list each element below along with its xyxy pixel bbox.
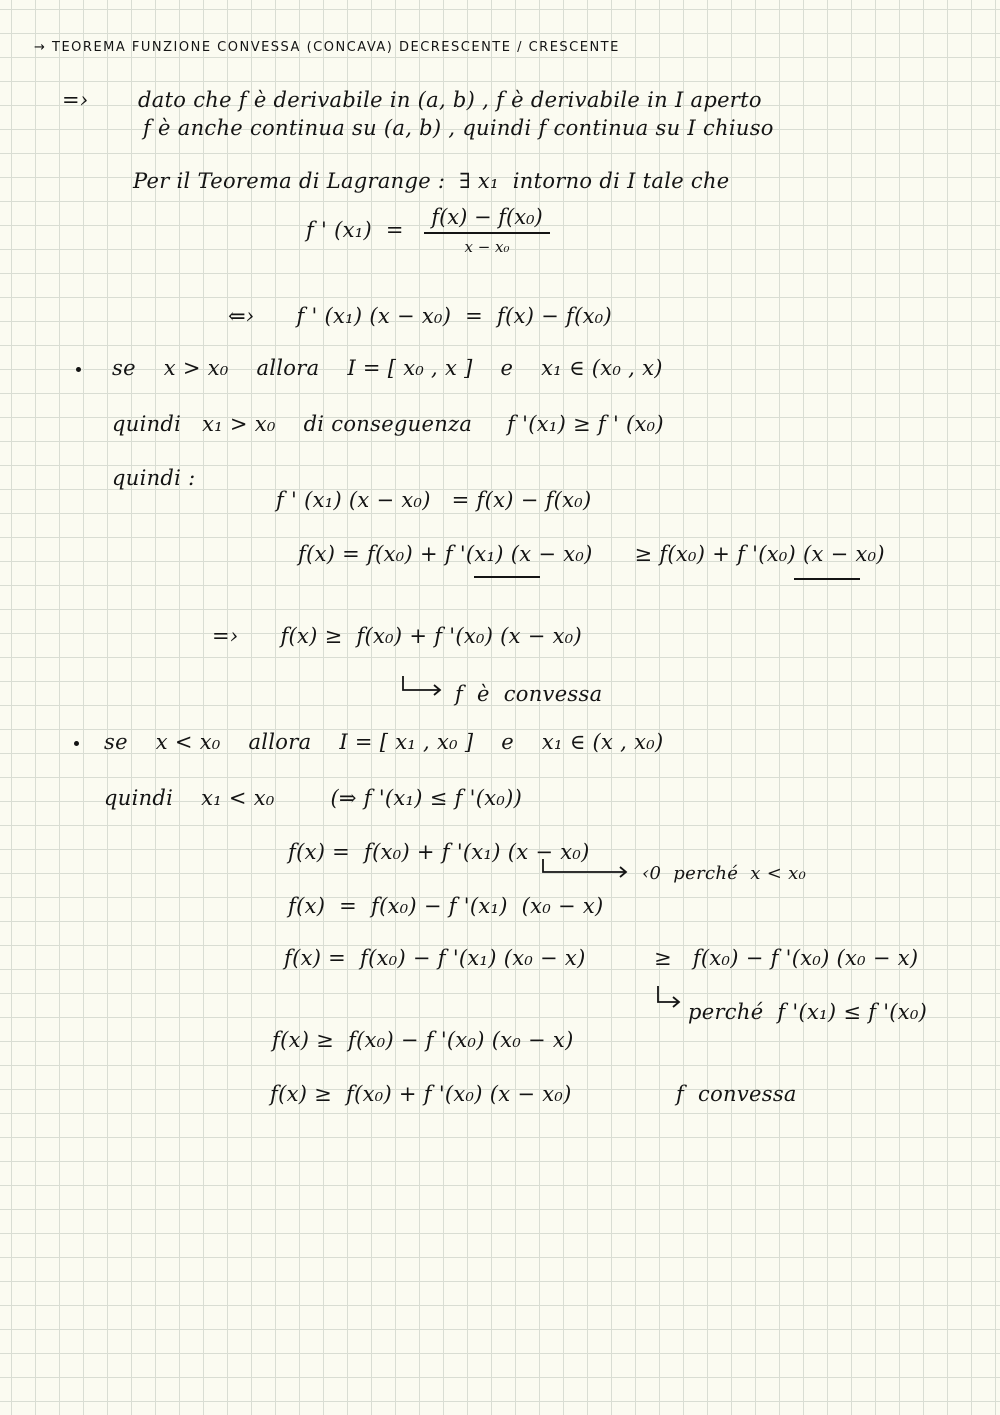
text-line: quindi x₁ < x₀ (⇒ f '(x₁) ≤ f '(x₀)) xyxy=(104,786,523,810)
underline-mark xyxy=(474,576,540,578)
fraction-numerator: f(x) − f(x₀) xyxy=(431,205,543,229)
formula-line: f(x) = f(x₀) − f '(x₁) (x₀ − x) xyxy=(284,946,586,970)
text-line: se x > x₀ allora I = [ x₀ , x ] e x₁ ∈ (x₀ , x) xyxy=(112,356,663,380)
implication-arrow: =› xyxy=(62,88,89,112)
hook-arrow-icon xyxy=(400,674,448,698)
page-title: → TEOREMA FUNZIONE CONVESSA (CONCAVA) DECRESCENTE / CRESCENTE xyxy=(34,40,620,55)
text-line: quindi x₁ > x₀ di conseguenza f '(x₁) ≥ f ' (x₀) xyxy=(112,412,664,436)
annotation-text: ‹0 perché x < x₀ xyxy=(642,863,807,884)
annotation-text: perché f '(x₁) ≤ f '(x₀) xyxy=(688,1000,928,1024)
text-line: f è convessa xyxy=(455,682,603,706)
formula-line: f ' (x₁) = xyxy=(306,218,404,242)
formula-line: =› f(x) ≥ f(x₀) + f '(x₀) (x − x₀) xyxy=(212,624,583,648)
fraction-denominator: x − x₀ xyxy=(464,238,510,256)
formula-line: ⇐› f ' (x₁) (x − x₀) = f(x) − f(x₀) xyxy=(228,304,612,328)
formula-line: f ' (x₁) (x − x₀) = f(x) − f(x₀) xyxy=(276,488,592,512)
text-line: f è anche continua su (a, b) , quindi f continua su I chiuso xyxy=(143,116,774,140)
fraction-bar xyxy=(424,232,550,234)
conclusion-text: f convessa xyxy=(676,1082,797,1106)
formula-line: f(x) = f(x₀) + f '(x₁) (x − x₀) xyxy=(288,840,590,864)
lagrange-fraction xyxy=(424,204,550,257)
bullet-icon xyxy=(76,367,81,372)
text-line: dato che f è derivabile in (a, b) , f è derivabile in I aperto xyxy=(138,88,762,112)
formula-line: f(x) ≥ f(x₀) + f '(x₀) (x − x₀) xyxy=(270,1082,572,1106)
formula-line: ≥ f(x₀) − f '(x₀) (x₀ − x) xyxy=(654,946,919,970)
hook-arrow-icon xyxy=(540,858,636,882)
text-line: Per il Teorema di Lagrange : ∃ x₁ intorno di I tale che xyxy=(133,169,730,193)
hook-arrow-icon xyxy=(655,984,685,1010)
underline-mark xyxy=(794,578,860,580)
text-line: quindi : xyxy=(112,466,196,490)
formula-line: f(x) = f(x₀) − f '(x₁) (x₀ − x) xyxy=(288,894,604,918)
text-line: se x < x₀ allora I = [ x₁ , x₀ ] e x₁ ∈ (x , x₀) xyxy=(104,730,664,754)
formula-line: f(x) = f(x₀) + f '(x₁) (x − x₀) ≥ f(x₀) + f '(x₀) (x − x₀) xyxy=(298,542,885,566)
formula-line: f(x) ≥ f(x₀) − f '(x₀) (x₀ − x) xyxy=(272,1028,574,1052)
bullet-icon xyxy=(74,741,79,746)
